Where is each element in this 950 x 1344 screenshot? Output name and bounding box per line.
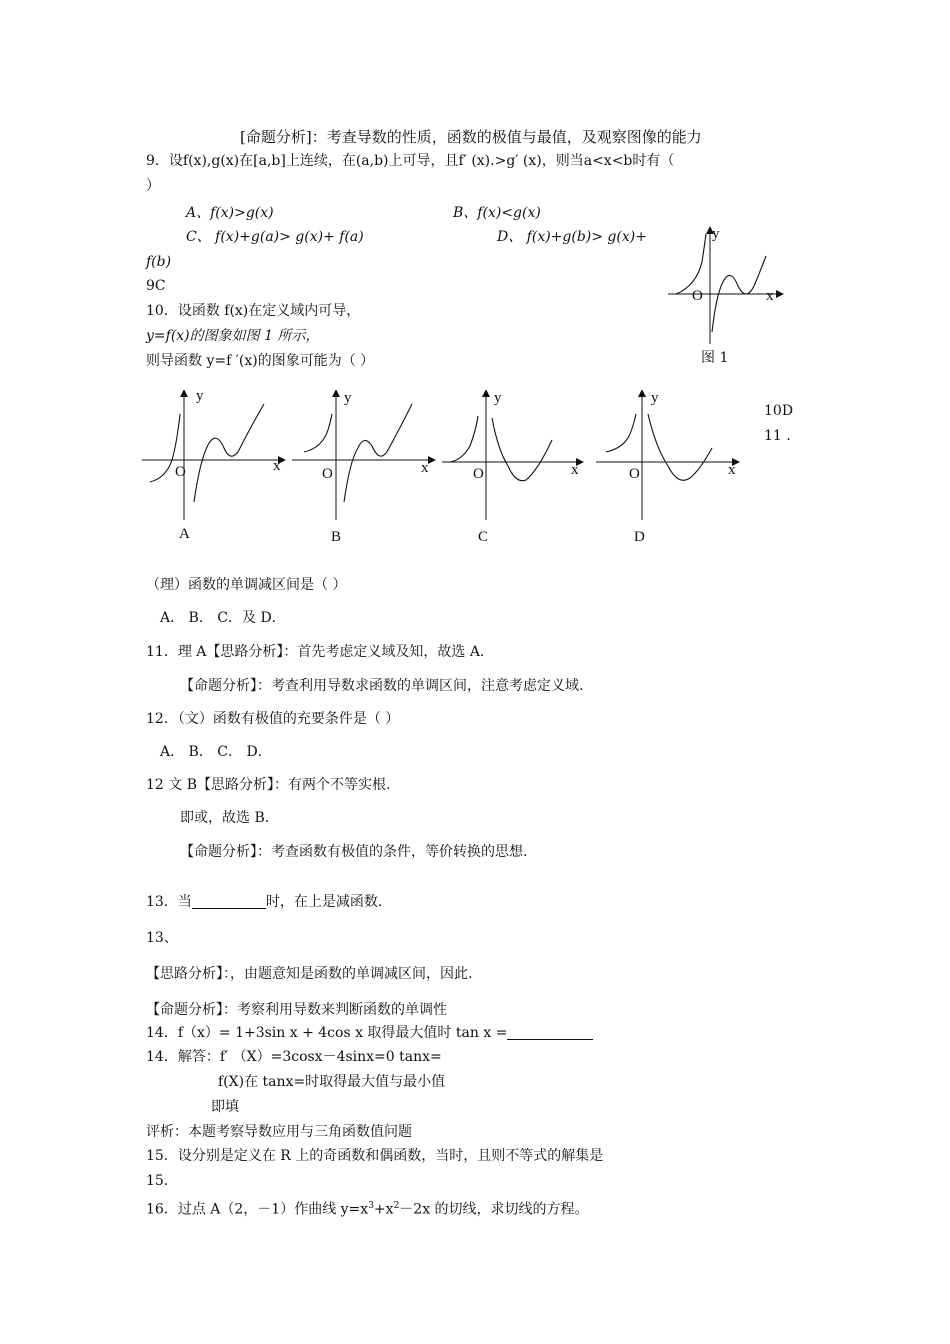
answer-11: 11．理 A【思路分析】：首先考虑定义域及知，故选 A. bbox=[146, 644, 485, 660]
option-9d-cont: f(b) bbox=[146, 254, 172, 270]
option-9d: D、 f(x)+g(b)> g(x)+ bbox=[497, 229, 647, 245]
graph-option-c bbox=[442, 390, 592, 525]
question-14-text: 14．f（x）= 1+3sin x + 4cos x 取得最大值时 tan x = bbox=[146, 1025, 508, 1041]
question-15: 15．设分别是定义在 R 上的奇函数和偶函数，当时，且则不等式的解集是 bbox=[146, 1148, 604, 1164]
question-16-mid: +x bbox=[373, 1201, 394, 1218]
answer-9: 9C bbox=[146, 278, 166, 294]
graph-a-x-label: x bbox=[273, 458, 281, 474]
question-16-prefix: 16．过点 A（2，－1）作曲线 y=x bbox=[146, 1201, 369, 1218]
graph-d-origin: O bbox=[629, 466, 640, 482]
graph-c-y-label: y bbox=[494, 390, 502, 406]
question-13-suffix: 时，在上是减函数. bbox=[265, 894, 383, 910]
fig1-origin-label: O bbox=[692, 288, 703, 304]
graph-a-caption: A bbox=[179, 526, 190, 542]
answer-12-analysis: 【命题分析】：考查函数有极值的条件，等价转换的思想. bbox=[180, 844, 528, 860]
question-10c: 则导函数 y=f ′(x)的图象可能为（ ） bbox=[146, 353, 375, 369]
analysis-line: [命题分析]：考查导数的性质，函数的极值与最值，及观察图像的能力 bbox=[240, 128, 702, 146]
graph-b-x-label: x bbox=[421, 460, 429, 476]
answer-13-analysis: 【命题分析】：考察利用导数来判断函数的单调性 bbox=[146, 1002, 447, 1018]
fig1-y-label: y bbox=[712, 226, 720, 242]
answer-10: 10D bbox=[764, 403, 794, 419]
answer-15: 15. bbox=[146, 1173, 169, 1189]
question-11: （理）函数的单调减区间是（ ） bbox=[146, 577, 347, 593]
superscript-2: 2 bbox=[393, 1201, 400, 1211]
graph-b-caption: B bbox=[331, 529, 342, 545]
answer-12: 12 文 B【思路分析】：有两个不等实根. bbox=[146, 777, 391, 793]
graph-option-b bbox=[292, 390, 442, 525]
question-12-options: A． B． C． D． bbox=[160, 744, 272, 760]
answer-14-cont: f(X)在 tanx=时取得最大值与最小值 bbox=[218, 1074, 446, 1090]
graph-a-y-label: y bbox=[196, 388, 204, 404]
question-16-suffix: －2x 的切线，求切线的方程。 bbox=[399, 1201, 589, 1218]
question-13-blank[interactable] bbox=[192, 894, 266, 909]
graph-a-origin: O bbox=[175, 464, 186, 480]
question-14-blank[interactable] bbox=[507, 1025, 593, 1040]
graph-option-d bbox=[596, 390, 746, 525]
graph-d-caption: D bbox=[634, 529, 645, 545]
answer-13: 13、 bbox=[146, 930, 178, 946]
question-11-options: A． B． C．及 D． bbox=[160, 610, 286, 626]
graph-c-origin: O bbox=[473, 466, 484, 482]
answer-14: 14．解答：f′ （X）=3cosx－4sinx=0 tanx= bbox=[146, 1049, 442, 1065]
question-11-number: 11 . bbox=[764, 428, 791, 444]
superscript-3: 3 bbox=[368, 1201, 374, 1211]
answer-14-comment: 评析：本题考察导数应用与三角函数值问题 bbox=[146, 1124, 412, 1140]
answer-12-cont: 即或，故选 B. bbox=[180, 810, 270, 826]
graph-c-x-label: x bbox=[571, 462, 579, 478]
graph-c-caption: C bbox=[478, 529, 489, 545]
graph-option-a bbox=[142, 390, 292, 525]
question-16 bbox=[146, 1197, 589, 1219]
option-9a: A、f(x)>g(x) bbox=[186, 205, 274, 221]
question-13 bbox=[146, 893, 382, 911]
graph-b-origin: O bbox=[322, 466, 333, 482]
graph-b-y-label: y bbox=[344, 390, 352, 406]
answer-14-fill: 即填 bbox=[211, 1099, 239, 1115]
option-9b: B、f(x)<g(x) bbox=[453, 205, 541, 221]
question-10b: y=f(x)的图象如图 1 所示， bbox=[146, 328, 320, 344]
figure-1-graph bbox=[668, 222, 788, 347]
fig1-x-label: x bbox=[766, 288, 774, 304]
question-10a: 10．设函数 f(x)在定义域内可导， bbox=[146, 303, 361, 319]
graph-d-y-label: y bbox=[651, 390, 659, 406]
figure-1-caption: 图 1 bbox=[701, 350, 729, 366]
graph-d-x-label: x bbox=[728, 462, 736, 478]
answer-13-reasoning: 【思路分析】：，由题意知是函数的单调减区间，因此. bbox=[146, 966, 473, 982]
question-12: 12．（文）函数有极值的充要条件是（ ） bbox=[146, 711, 400, 727]
question-9-paren: ） bbox=[146, 178, 160, 194]
question-14 bbox=[146, 1024, 593, 1042]
question-13-prefix: 13．当 bbox=[146, 894, 192, 910]
answer-11-analysis: 【命题分析】：考查利用导数求函数的单调区间，注意考虑定义域. bbox=[180, 678, 584, 694]
option-9c: C、 f(x)+g(a)> g(x)+ f(a) bbox=[186, 229, 364, 245]
question-9: 9．设f(x),g(x)在[a,b]上连续，在(a,b)上可导，且f′ (x).>g′ (x)，则当a<x<b时有（ bbox=[146, 153, 675, 169]
